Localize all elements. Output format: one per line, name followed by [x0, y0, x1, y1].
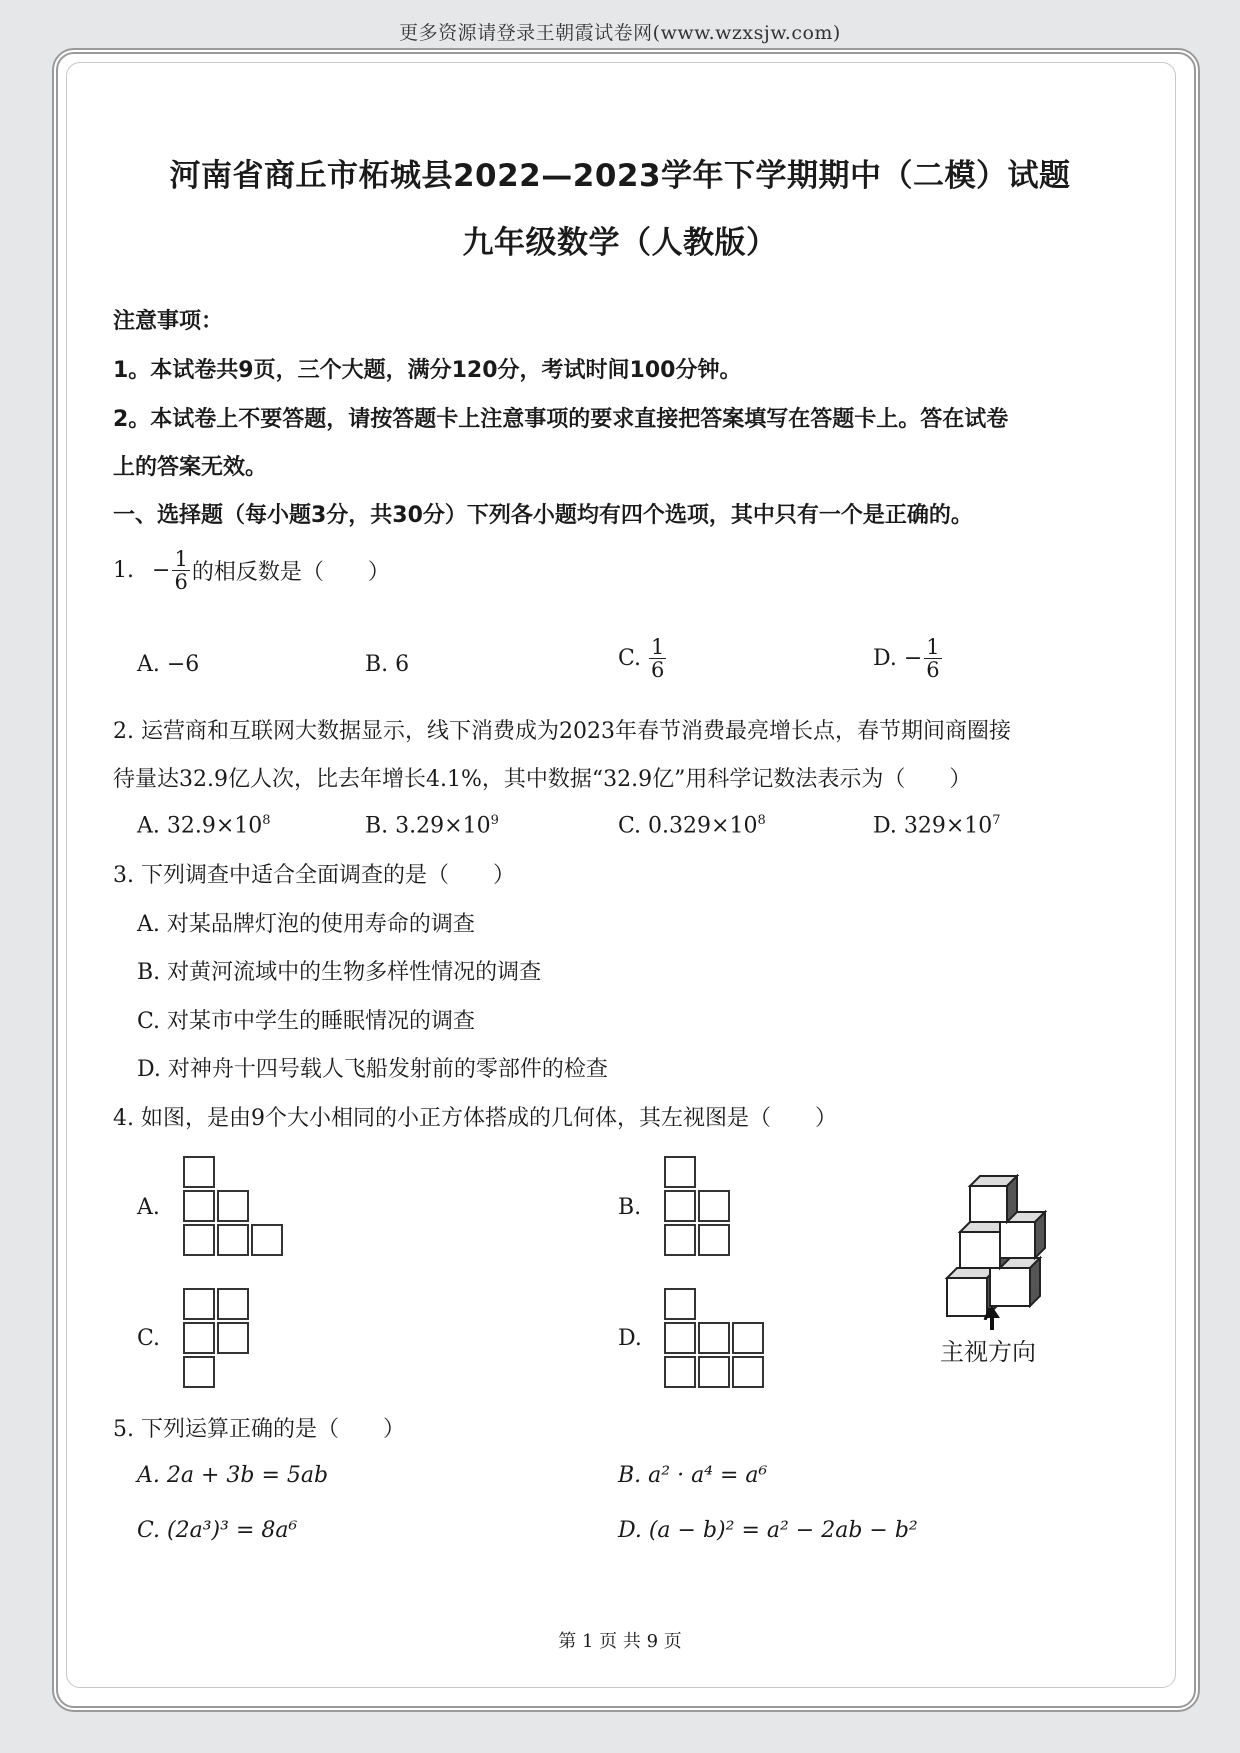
square	[664, 1190, 696, 1222]
square	[183, 1190, 215, 1222]
question-2-line-2: 待量达32.9亿人次，比去年增长4.1%，其中数据“32.9亿”用科学记数法表示为（ ）	[113, 767, 972, 792]
square	[183, 1322, 215, 1354]
exponent: 7	[992, 813, 1001, 828]
direction-arrow-icon	[982, 1306, 1002, 1330]
fraction-denominator: 6	[651, 658, 665, 683]
option-text: A. 32.9×10	[137, 813, 263, 839]
square	[664, 1322, 696, 1354]
option-d	[873, 813, 1001, 838]
notice-heading: 注意事项：	[113, 309, 224, 334]
square	[698, 1356, 730, 1388]
left-view-c	[183, 1288, 253, 1392]
fraction-numerator: 1	[926, 635, 940, 659]
square	[251, 1224, 283, 1256]
left-view-a	[183, 1156, 283, 1260]
option-c: C. (2a³)³ = 8a⁶	[137, 1518, 298, 1543]
option-a: A. −6	[137, 652, 200, 677]
fraction-denominator: 6	[926, 658, 940, 683]
square	[698, 1190, 730, 1222]
cube-stack-figure	[935, 1170, 1065, 1320]
option-c: C.	[137, 1326, 161, 1351]
option-b: B. 对黄河流域中的生物多样性情况的调查	[137, 960, 542, 985]
option-text: D. 329×10	[873, 813, 993, 839]
figure-caption: 主视方向	[940, 1338, 1036, 1366]
option-c	[618, 636, 668, 681]
notice-item-2-cont: 上的答案无效。	[113, 455, 268, 480]
left-view-b	[664, 1156, 734, 1260]
square	[732, 1322, 764, 1354]
question-stem: 的相反数是（ ）	[191, 560, 390, 586]
question-4-stem: 4. 如图，是由9个大小相同的小正方体搭成的几何体，其左视图是（ ）	[113, 1106, 837, 1131]
square	[217, 1224, 249, 1256]
exponent: 8	[757, 813, 766, 828]
square	[698, 1322, 730, 1354]
square	[217, 1288, 249, 1320]
notice-item-2: 2。本试卷上不要答题，请按答题卡上注意事项的要求直接把答案填写在答题卡上。答在试卷	[113, 407, 1009, 432]
square	[664, 1156, 696, 1188]
exam-subtitle: 九年级数学（人教版）	[462, 225, 778, 261]
question-number: 1.	[113, 558, 134, 584]
option-b	[365, 813, 499, 838]
fraction-numerator: 1	[174, 547, 188, 571]
option-a	[137, 813, 271, 838]
exponent: 8	[262, 813, 271, 828]
question-5-stem: 5. 下列运算正确的是（ ）	[113, 1417, 405, 1442]
option-b: B.	[618, 1195, 642, 1220]
minus-sign: −	[152, 558, 171, 584]
page-footer: 第 1 页 共 9 页	[558, 1631, 682, 1652]
square	[664, 1288, 696, 1320]
option-text: B. 3.29×10	[365, 813, 491, 839]
square	[698, 1224, 730, 1256]
option-d	[873, 636, 944, 681]
square	[732, 1356, 764, 1388]
option-d: D.	[618, 1326, 642, 1351]
option-label: D. −	[873, 646, 923, 672]
left-view-d	[664, 1288, 768, 1392]
square	[183, 1156, 215, 1188]
square	[217, 1322, 249, 1354]
section-heading-choice: 一、选择题（每小题3分，共30分）下列各小题均有四个选项，其中只有一个是正确的。	[113, 503, 973, 528]
exam-title: 河南省商丘市柘城县2022—2023学年下学期期中（二模）试题	[169, 158, 1071, 194]
question-1	[113, 548, 390, 593]
fraction-numerator: 1	[651, 635, 665, 659]
square	[183, 1288, 215, 1320]
square	[183, 1356, 215, 1388]
square	[217, 1190, 249, 1222]
option-text: C. 0.329×10	[618, 813, 758, 839]
option-c: C. 对某市中学生的睡眠情况的调查	[137, 1009, 476, 1034]
question-2-line-1: 2. 运营商和互联网大数据显示，线下消费成为2023年春节消费最亮增长点，春节期间商圈接	[113, 719, 1011, 744]
option-a: A. 2a + 3b = 5ab	[137, 1463, 329, 1488]
exponent: 9	[490, 813, 499, 828]
option-d: D. 对神舟十四号载人飞船发射前的零部件的检查	[137, 1057, 608, 1082]
notice-item-1: 1。本试卷共9页，三个大题，满分120分，考试时间100分钟。	[113, 358, 742, 383]
square	[664, 1356, 696, 1388]
question-3-stem: 3. 下列调查中适合全面调查的是（ ）	[113, 863, 515, 888]
option-a: A. 对某品牌灯泡的使用寿命的调查	[137, 912, 475, 937]
option-label: C.	[618, 646, 642, 672]
option-b: B. a² · a⁴ = a⁶	[618, 1463, 768, 1488]
fraction-denominator: 6	[174, 570, 188, 595]
square	[183, 1224, 215, 1256]
square	[664, 1224, 696, 1256]
fraction	[172, 548, 189, 593]
option-a: A.	[137, 1195, 160, 1220]
fraction	[649, 636, 666, 681]
option-c	[618, 813, 766, 838]
header-note: 更多资源请登录王朝霞试卷网(www.wzxsjw.com)	[399, 22, 841, 44]
option-b: B. 6	[365, 652, 410, 677]
fraction	[924, 636, 941, 681]
option-d: D. (a − b)² = a² − 2ab − b²	[618, 1518, 918, 1543]
